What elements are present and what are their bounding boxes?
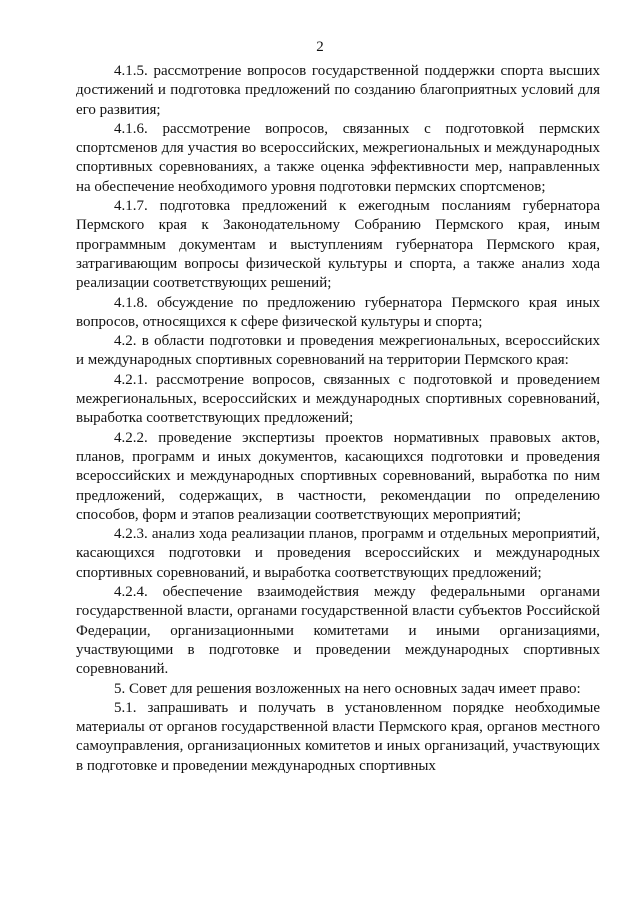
paragraph-4-1-7: 4.1.7. подготовка предложений к ежегодным посланиям губернатора Пермского края к Законодательному Собранию Пермского края, иным программным документам и выступлениям губернатора Пермского края, затрагивающим вопросы физической культуры и спорта, а также анализ хода реализации соответствующих решений; [76,198,600,292]
document-body [76,62,600,776]
paragraph-5-1: 5.1. запрашивать и получать в установленном порядке необходимые материалы от органов государственной власти Пермского края, органов местного самоуправления, организационных комитетов и иных организаций, участвующих в подготовке и проведении международных спортивных [76,699,600,774]
paragraph-4-2: 4.2. в области подготовки и проведения межрегиональных, всероссийских и международных спортивных соревнований на территории Пермского края: [76,333,600,369]
paragraph-4-1-8: 4.1.8. обсуждение по предложению губернатора Пермского края иных вопросов, относящихся к сфере физической культуры и спорта; [76,294,600,330]
paragraph-4-2-2: 4.2.2. проведение экспертизы проектов нормативных правовых актов, планов, программ и иных документов, касающихся подготовки и проведения всероссийских и международных спортивных соревнований, выработка по ним предложений, содержащих, в частности, рекомендации по определению способов, форм и этапов реализации соответствующих мероприятий; [76,429,600,523]
paragraph-4-2-3: 4.2.3. анализ хода реализации планов, программ и отдельных мероприятий, касающихся подготовки и проведения всероссийских и международных спортивных соревнований, и выработка соответствующих предложений; [76,526,600,581]
paragraph-4-2-4: 4.2.4. обеспечение взаимодействия между федеральными органами государственной власти, органами государственной власти субъектов Российской Федерации, организационными комитетами и иными организациями, участвующими в подготовке и проведении международных спортивных соревнований. [76,584,600,678]
paragraph-4-1-6: 4.1.6. рассмотрение вопросов, связанных с подготовкой пермских спортсменов для участия во всероссийских, межрегиональных и международных спортивных соревнованиях, а также оценка эффективности мер, направленных на обеспечение необходимого уровня подготовки пермских спортсменов; [76,120,600,195]
paragraph-4-2-1: 4.2.1. рассмотрение вопросов, связанных с подготовкой и проведением межрегиональных, всероссийских и международных спортивных соревнований, выработка соответствующих предложений; [76,371,600,427]
page-number: 2 [316,39,324,55]
paragraph-5: 5. Совет для решения возложенных на него основных задач имеет право: [114,680,581,697]
paragraph-4-1-5: 4.1.5. рассмотрение вопросов государственной поддержки спорта высших достижений и подготовка предложений по созданию благоприятных условий для его развития; [76,63,600,118]
